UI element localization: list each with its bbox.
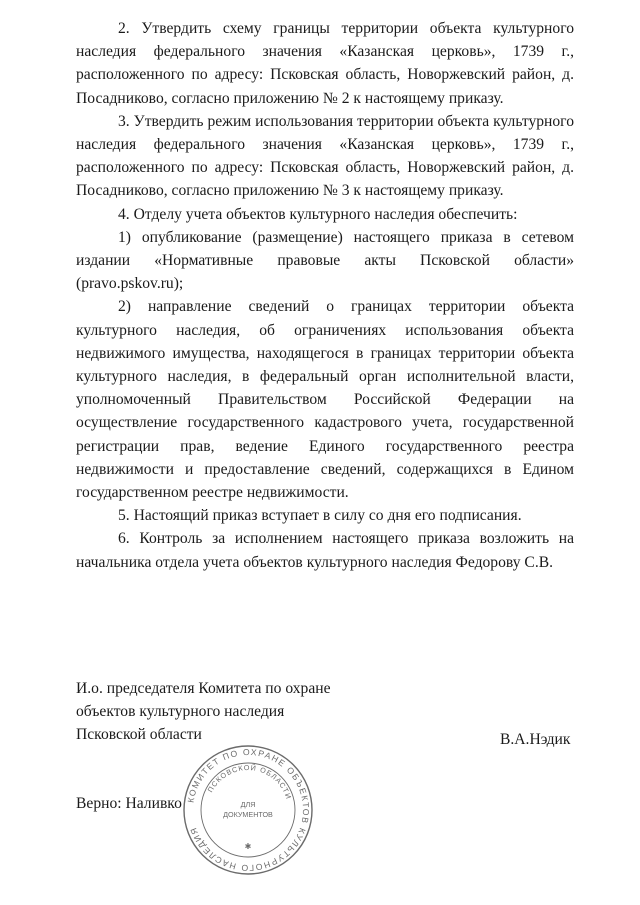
signatory-position-line: И.о. председателя Комитета по охране <box>76 680 331 697</box>
signatory-name: В.А.Нэдик <box>500 731 571 748</box>
paragraph-item-2: 2. Утвердить схему границы территории объекта культурного наследия федерального значения «Казанская церковь», 1739 г., расположенного по адресу: Псковская область, Новоржевский район, д. Посадниково, согласно приложению № 2 к настоящему приказу. <box>76 20 574 107</box>
seal-inner-text: ПСКОВСКОЙ ОБЛАСТИ <box>205 762 294 801</box>
paragraph-item-4: 4. Отделу учета объектов культурного наследия обеспечить: <box>118 205 518 223</box>
seal-center-text: ДЛЯ <box>240 800 256 809</box>
official-seal <box>181 743 315 877</box>
paragraph-subitem-1: 1) опубликование (размещение) настоящего приказа в сетевом издании «Нормативные правовые акты Псковской области» (pravo.pskov.ru); <box>76 228 574 293</box>
paragraph-item-5: 5. Настоящий приказ вступает в силу со дня его подписания. <box>118 507 522 525</box>
certified-copy-note: Верно: Наливко <box>76 795 182 812</box>
signatory-position-line: объектов культурного наследия <box>76 703 285 720</box>
seal-ring-text: КОМИТЕТ ПО ОХРАНЕ ОБЪЕКТОВ КУЛЬТУРНОГО НАСЛЕДИЯ <box>185 746 312 874</box>
seal-graphic <box>181 743 315 877</box>
paragraph-item-6: 6. Контроль за исполнением настоящего приказа возложить на начальника отдела учета объектов культурного наследия Федорову С.В. <box>76 530 574 571</box>
order-body <box>76 17 574 574</box>
signatory-position <box>76 677 376 746</box>
paragraph-subitem-2: 2) направление сведений о границах территории объекта культурного наследия, об ограничениях использования объекта недвижимого имущества, находящегося в границах территории объекта культурного наследия, в федеральный орган исполнительной власти, уполномоченный Правительством Российской Федерации на осуществление государственного кадастрового учета, государственной регистрации прав, ведение Единого государственного реестра недвижимости и предоставление сведений, содержащихся в Едином государственном реестре недвижимости. <box>76 298 574 502</box>
paragraph-item-3: 3. Утвердить режим использования территории объекта культурного наследия федерального значения «Казанская церковь», 1739 г., расположенного по адресу: Псковская область, Новоржевский район, д. Посадниково, согласно приложению № 3 к настоящему приказу. <box>76 112 574 200</box>
signatory-position-line: Псковской области <box>76 726 202 743</box>
seal-center-text: ДОКУМЕНТОВ <box>223 810 273 819</box>
seal-star-icon: ✱ <box>244 842 252 851</box>
